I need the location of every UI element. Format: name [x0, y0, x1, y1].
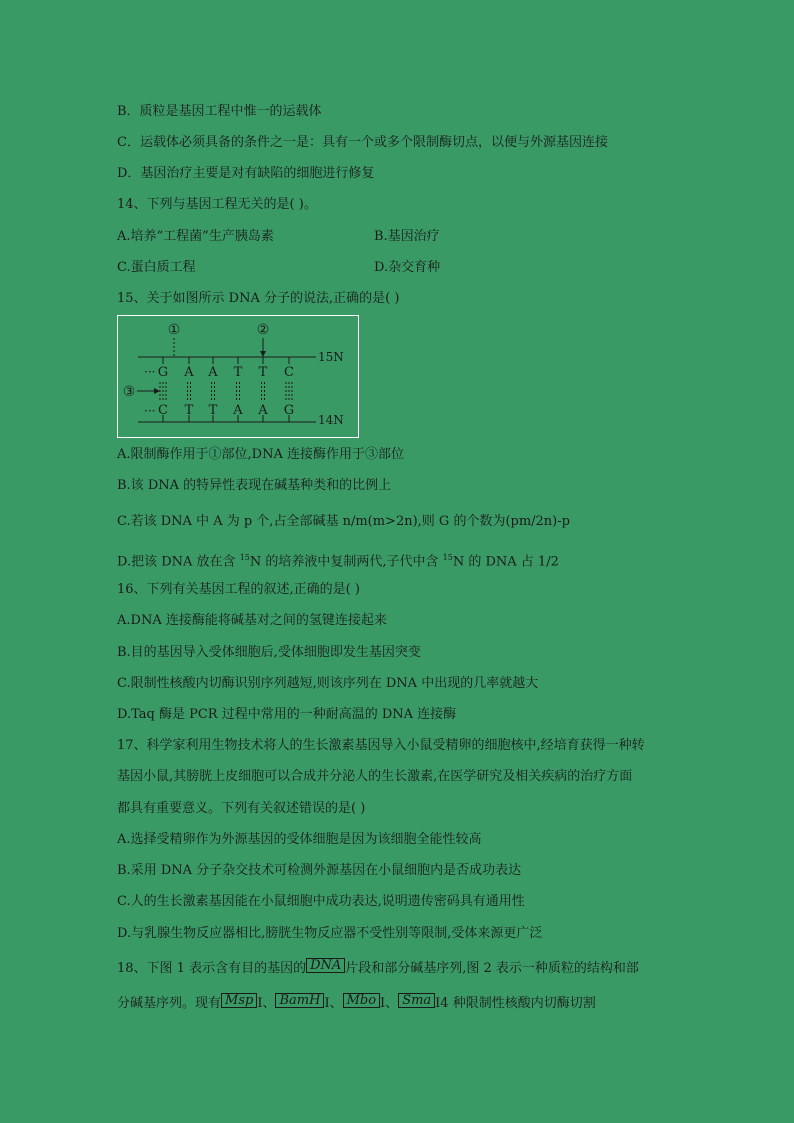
q18-text-2b: Ⅰ4 种限制性核酸内切酶切割 [435, 996, 596, 1011]
q15d-sup1: 15 [239, 553, 250, 562]
marker-2: ② [256, 322, 270, 338]
sep-1: Ⅰ、 [257, 996, 276, 1011]
option-b: B．质粒是基因工程中惟一的运载体 [117, 104, 322, 119]
q17-option-d: D.与乳腺生物反应器相比,膀胱生物反应器不受性别等限制,受体来源更广泛 [117, 926, 543, 941]
q16-option-a: A.DNA 连接酶能将碱基对之间的氢键连接起来 [117, 613, 387, 628]
option-c: C．运载体必须具备的条件之一是：具有一个或多个限制酶切点，以便与外源基因连接 [117, 135, 608, 150]
enzyme-sma-box: Sma [398, 993, 435, 1008]
question-15: 15、关于如图所示 DNA 分子的说法,正确的是( ) [117, 291, 400, 306]
top-base-2: A [184, 365, 194, 380]
bottom-base-4: A [233, 403, 243, 418]
option-d: D．基因治疗主要是对有缺陷的细胞进行修复 [117, 166, 375, 181]
q15-option-a: A.限制酶作用于①部位,DNA 连接酶作用于③部位 [117, 447, 404, 462]
enzyme-mbo-box: Mbo [343, 993, 380, 1008]
marker-3: ③ [122, 384, 136, 400]
q15d-post: N 的 DNA 占 1/2 [452, 554, 559, 570]
sep-2: Ⅰ、 [324, 996, 343, 1011]
dna-formula-box: DNA [306, 958, 345, 973]
bottom-base-6: G [283, 403, 295, 418]
q14-option-c: C.蛋白质工程 [117, 260, 196, 275]
question-17-line1: 17、科学家利用生物技术将人的生长激素基因导入小鼠受精卵的细胞核中,经培育获得一种转 [117, 738, 645, 753]
top-base-3: A [208, 365, 218, 380]
top-base-4: T [233, 365, 243, 380]
question-17-line3: 都具有重要意义。下列有关叙述错误的是( ) [117, 801, 366, 816]
question-18-line2 [117, 993, 596, 1012]
q16-option-c: C.限制性核酸内切酶识别序列越短,则该序列在 DNA 中出现的几率就越大 [117, 676, 539, 691]
enzyme-bamh-box: BamH [275, 993, 324, 1008]
bottom-base-5: A [258, 403, 268, 418]
dna-figure [117, 315, 359, 438]
q15-option-c: C.若该 DNA 中 A 为 p 个,占全部碱基 n/m(m>2n),则 G 的个数为(pm/2n)-p [117, 514, 570, 529]
q18-text-1a: 18、下图 1 表示含有目的基因的 [117, 961, 307, 976]
question-16: 16、下列有关基因工程的叙述,正确的是( ) [117, 582, 360, 597]
question-18-line1 [117, 958, 639, 977]
top-base-5: T [258, 365, 268, 380]
label-14n: 14N [318, 413, 344, 427]
q14-option-d: D.杂交育种 [374, 260, 441, 275]
question-17-line2: 基因小鼠,其膀胱上皮细胞可以合成并分泌人的生长激素,在医学研究及相关疾病的治疗方面 [117, 769, 633, 784]
q15d-mid: N 的培养液中复制两代,子代中含 [249, 554, 443, 570]
marker-1: ① [167, 322, 181, 338]
q16-option-b: B.目的基因导入受体细胞后,受体细胞即发生基因突变 [117, 645, 421, 660]
question-14: 14、下列与基因工程无关的是( )。 [117, 197, 317, 212]
q14-option-a: A.培养“工程菌”生产胰岛素 [117, 229, 274, 244]
label-15n: 15N [318, 350, 344, 364]
q16-option-d: D.Taq 酶是 PCR 过程中常用的一种耐高温的 DNA 连接酶 [117, 707, 457, 722]
bottom-base-2: T [184, 403, 194, 418]
q18-text-2a: 分碱基序列。现有 [117, 996, 222, 1011]
top-base-6: C [284, 365, 294, 380]
sep-3: Ⅰ、 [380, 996, 399, 1011]
top-base-1: G [157, 365, 169, 380]
q17-option-b: B.采用 DNA 分子杂交技术可检测外源基因在小鼠细胞内是否成功表达 [117, 863, 522, 878]
q15d-sup2: 15 [442, 553, 453, 562]
q15d-pre: D.把该 DNA 放在含 [117, 554, 240, 570]
ellipsis-bottom: ··· [144, 404, 156, 418]
enzyme-msp-box: Msp [221, 993, 257, 1008]
q15-option-b: B.该 DNA 的特异性表现在碱基种类和的比例上 [117, 478, 392, 493]
q17-option-a: A.选择受精卵作为外源基因的受体细胞是因为该细胞全能性较高 [117, 832, 482, 847]
q18-text-1b: 片段和部分碱基序列,图 2 表示一种质粒的结构和部 [345, 961, 639, 976]
q14-option-b: B.基因治疗 [374, 229, 440, 244]
bottom-base-3: T [208, 403, 218, 418]
q15-option-d [117, 550, 559, 570]
q17-option-c: C.人的生长激素基因能在小鼠细胞中成功表达,说明遗传密码具有通用性 [117, 894, 525, 909]
ellipsis-top: ··· [144, 365, 156, 379]
bottom-base-1: C [158, 403, 168, 418]
